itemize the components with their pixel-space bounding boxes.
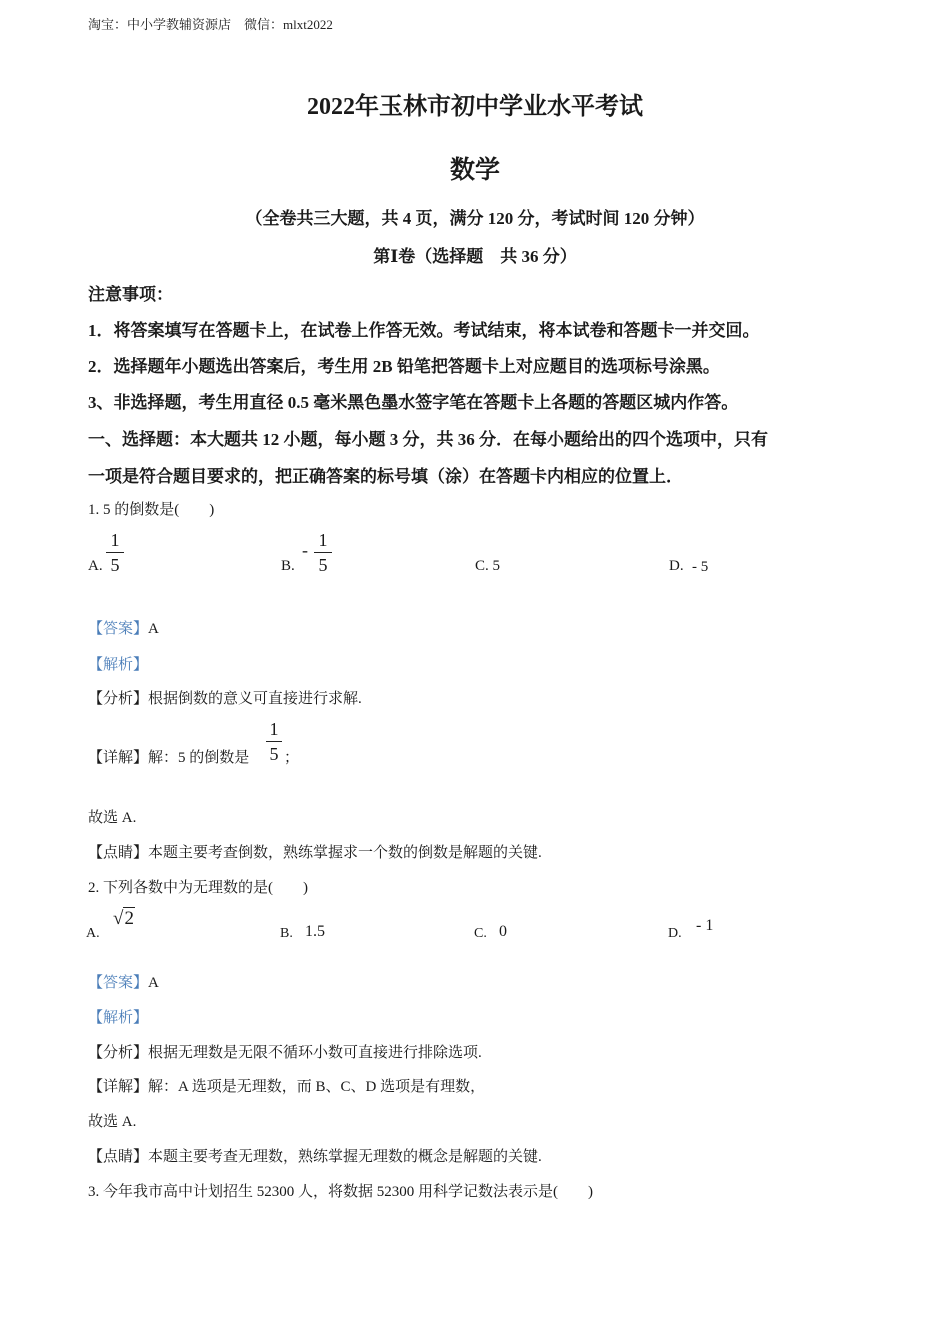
subject-title: 数学 (449, 157, 500, 184)
q1-option-a-label: A. (88, 558, 103, 574)
q1-stem: 1. 5 的倒数是( ) (88, 502, 215, 518)
dianjing-text: 本题主要考查无理数，熟练掌握无理数的概念是解题的关键. (148, 1149, 542, 1165)
xiangjie-tag: 【详解】 (88, 750, 149, 766)
answer-value: A (148, 621, 159, 637)
q2-answer (88, 971, 159, 992)
q2-option-b-label: B. (280, 926, 293, 941)
exam-title: 2022年玉林市初中学业水平考试 (307, 94, 643, 120)
q2-guxuan: 故选 A. (88, 1114, 137, 1130)
fraction-numerator: 1 (110, 530, 120, 550)
sqrt-icon: √ (113, 908, 124, 929)
q1-option-b-label: B. (281, 558, 295, 574)
fraction-denominator: 5 (318, 555, 328, 575)
q3-stem: 3. 今年我市高中计划招生 52300 人，将数据 52300 用科学记数法表示是( ) (88, 1184, 593, 1200)
dianjing-text: 本题主要考查倒数，熟练掌握求一个数的倒数是解题的关键. (148, 845, 542, 861)
section1-line2: 一项是符合题目要求的，把正确答案的标号填（涂）在答题卡内相应的位置上． (88, 467, 683, 486)
section1-line1: 一、选择题：本大题共 12 小题，每小题 3 分，共 36 分．在每小题给出的四个选项中，只有 (88, 430, 768, 449)
note-1: 1．将答案填写在答题卡上，在试卷上作答无效。考试结束，将本试卷和答题卡一并交回。 (88, 321, 760, 340)
q2-fenxi (88, 1041, 482, 1062)
q2-option-b-value: 1.5 (305, 923, 325, 940)
fenxi-tag: 【分析】 (88, 1045, 149, 1061)
q1-xiangjie-fraction (266, 719, 282, 764)
page-header: 淘宝：中小学教辅资源店 微信：mlxt2022 (88, 17, 333, 32)
xiangjie-text: 解：A 选项是无理数，而 B、C、D 选项是有理数， (148, 1079, 486, 1095)
dianjing-tag: 【点睛】 (88, 845, 149, 861)
q2-option-a-sqrt (113, 908, 135, 930)
radicand: 2 (124, 908, 134, 929)
dianjing-tag: 【点睛】 (88, 1149, 149, 1165)
notes-title: 注意事项： (88, 285, 173, 304)
volume-title: 第Ⅰ卷（选择题 共 36 分） (373, 247, 577, 266)
q2-stem: 2. 下列各数中为无理数的是( ) (88, 880, 308, 896)
q1-option-d-label: D. (669, 558, 684, 574)
q2-option-a-label: A. (86, 926, 100, 941)
fenxi-tag: 【分析】 (88, 691, 149, 707)
xiangjie-text: 解：5 的倒数是 (148, 750, 250, 766)
note-3: 3、非选择题，考生用直径 0.5 毫米黑色墨水签字笔在答题卡上各题的答题区城内作答。 (88, 393, 739, 412)
q2-option-d-label: D. (668, 926, 682, 941)
fraction-denominator: 5 (269, 744, 279, 764)
q2-jiexi-tag: 【解析】 (88, 1010, 149, 1026)
q1-jiexi-tag: 【解析】 (88, 657, 149, 673)
fraction-bar (106, 552, 124, 553)
q1-xiangjie-end: ； (284, 750, 300, 766)
answer-tag: 【答案】 (88, 621, 149, 637)
q1-option-d-value: - 5 (692, 559, 709, 575)
answer-tag: 【答案】 (88, 975, 149, 991)
q2-option-c-label: C. (474, 926, 487, 941)
fraction-numerator: 1 (269, 719, 279, 739)
q2-option-d-value: - 1 (696, 917, 714, 934)
fenxi-text: 根据无理数是无限不循环小数可直接进行排除选项. (148, 1045, 482, 1061)
note-2: 2．选择题年小题选出答案后，考生用 2B 铅笔把答题卡上对应题目的选项标号涂黑。 (88, 357, 720, 376)
q1-guxuan: 故选 A. (88, 810, 137, 826)
fraction-bar (266, 741, 282, 742)
q1-option-b-sign: - (302, 540, 308, 560)
q2-option-c-value: 0 (499, 923, 507, 940)
q1-answer (88, 617, 159, 638)
fraction-numerator: 1 (318, 530, 328, 550)
fraction-denominator: 5 (110, 555, 120, 575)
q2-dianjing (88, 1145, 542, 1166)
fenxi-text: 根据倒数的意义可直接进行求解. (148, 691, 362, 707)
q1-option-a-fraction (106, 530, 124, 575)
q1-xiangjie (88, 746, 249, 767)
fraction-bar (314, 552, 332, 553)
answer-value: A (148, 975, 159, 991)
q1-option-b-fraction (314, 530, 332, 575)
exam-info: （全卷共三大题，共 4 页，满分 120 分，考试时间 120 分钟） (245, 209, 705, 228)
q1-fenxi (88, 687, 362, 708)
q1-option-c: C. 5 (475, 558, 501, 574)
q1-dianjing (88, 841, 542, 862)
xiangjie-tag: 【详解】 (88, 1079, 149, 1095)
q2-xiangjie (88, 1075, 485, 1096)
